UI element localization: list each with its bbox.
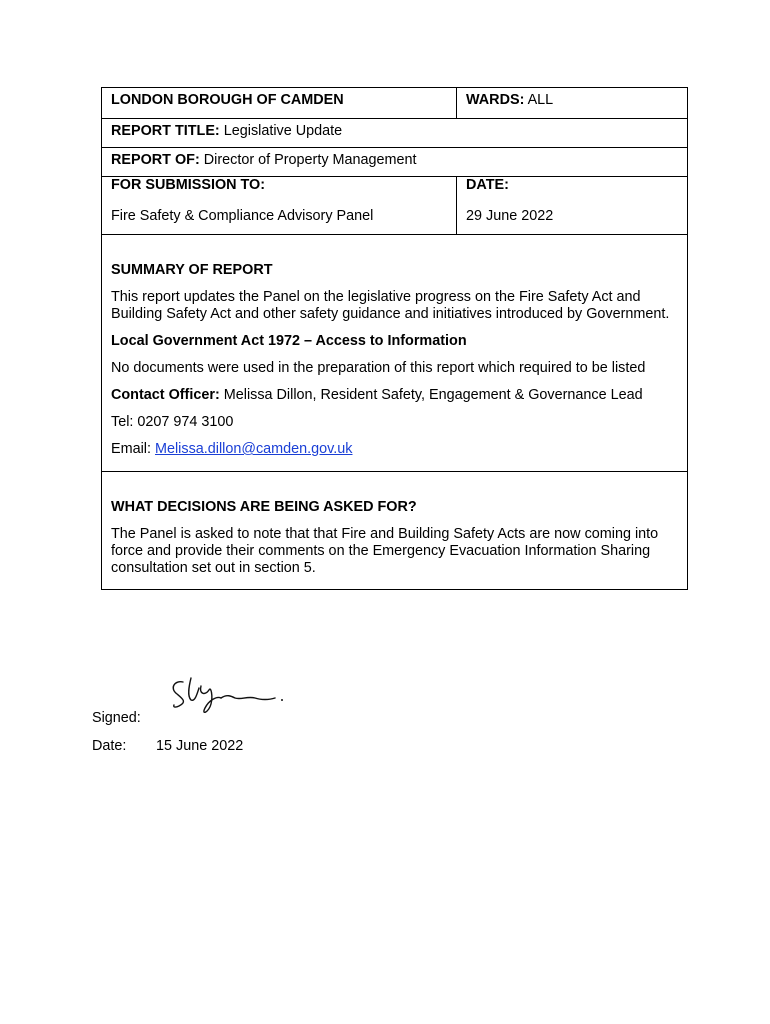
handwritten-signature (169, 674, 289, 724)
report-title-value: Legislative Update (223, 123, 343, 139)
report-title-row (102, 119, 687, 148)
report-title-label: REPORT TITLE: (111, 123, 220, 139)
contact-value: Melissa Dillon, Resident Safety, Engagement & Governance Lead (223, 387, 643, 403)
submission-label: FOR SUBMISSION TO: (111, 177, 266, 193)
report-cover-table (101, 87, 688, 590)
decisions-heading: WHAT DECISIONS ARE BEING ASKED FOR? (111, 499, 417, 515)
decisions-text: The Panel is asked to note that that Fire and Building Safety Acts are now coming into force and provide their comments on the Emergency Evacuation Information Sharing consultation set out in section 5. (111, 526, 659, 576)
summary-text: This report updates the Panel on the legislative progress on the Fire Safety Act and Building Safety Act and other safety guidance and initiatives introduced by Government. (111, 289, 670, 322)
submission-row (102, 177, 687, 235)
submission-cell (102, 177, 457, 234)
email-label: Email: (111, 441, 151, 457)
lga-heading: Local Government Act 1972 – Access to Information (111, 333, 467, 349)
report-of-cell (102, 148, 426, 176)
report-of-label: REPORT OF: (111, 152, 200, 168)
wards-label: WARDS: (466, 92, 525, 108)
wards-cell (457, 88, 687, 118)
signoff-date-label: Date: (92, 738, 127, 754)
decisions-block (102, 472, 687, 589)
report-of-value: Director of Property Management (203, 152, 417, 168)
contact-officer (111, 387, 678, 404)
date-label: DATE: (466, 177, 509, 193)
wards-value: ALL (527, 92, 554, 108)
org-row (102, 88, 687, 119)
signed-label: Signed: (92, 710, 141, 726)
email-link[interactable]: Melissa.dillon@camden.gov.uk (154, 441, 353, 457)
decisions-row (102, 472, 687, 589)
date-value: 29 June 2022 (466, 208, 554, 224)
contact-label: Contact Officer: (111, 387, 220, 403)
summary-row (102, 235, 687, 472)
summary-heading: SUMMARY OF REPORT (111, 262, 273, 278)
date-cell (457, 177, 687, 234)
lga-text: No documents were used in the preparation of this report which required to be listed (111, 360, 646, 376)
submission-value: Fire Safety & Compliance Advisory Panel (111, 208, 374, 224)
contact-email (111, 441, 678, 458)
report-of-row (102, 148, 687, 177)
org-name: LONDON BOROUGH OF CAMDEN (102, 88, 457, 118)
summary-block (102, 235, 687, 471)
contact-tel: Tel: 0207 974 3100 (111, 414, 234, 430)
signoff-date-value: 15 June 2022 (156, 738, 244, 754)
report-title-cell (102, 119, 351, 147)
